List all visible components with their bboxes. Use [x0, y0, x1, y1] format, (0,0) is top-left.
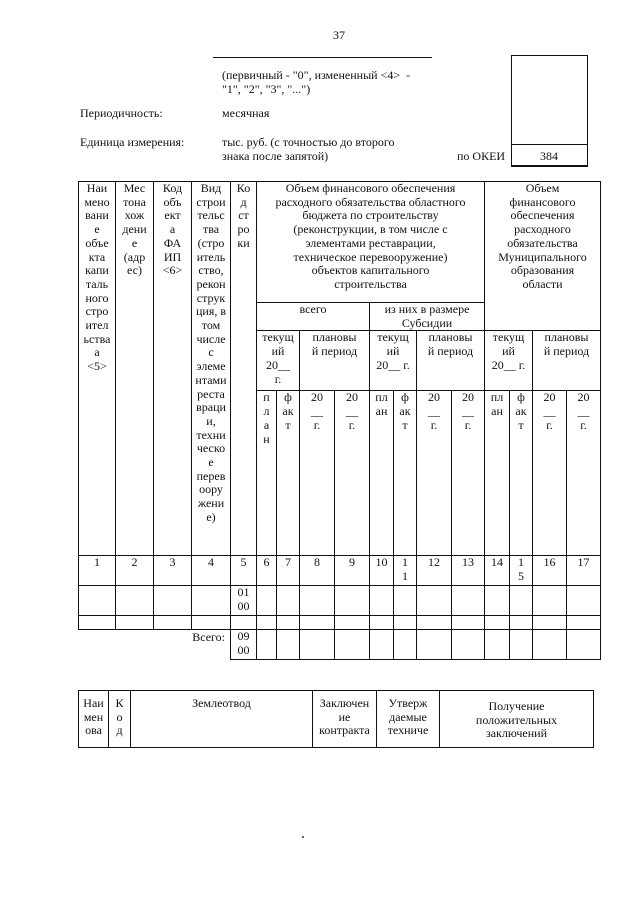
column-number: 1 1 [394, 556, 417, 586]
column-number: 12 [417, 556, 452, 586]
header-construction-type: Вид строи тельс тва (стро итель ство, рекон струк ция, в том числе с элеме нтами реста враци и, техни ческо е перев оору жени е) [192, 182, 231, 556]
header-year: 20 __ г. [417, 391, 452, 556]
periodicity-value: месячная [222, 106, 270, 120]
header-location: Мес тона хож дени е (адр ес) [116, 182, 154, 556]
header-faip-code: Код объ ект а ФА ИП <6> [154, 182, 192, 556]
table-cell [394, 586, 417, 616]
form-type-underline [213, 57, 432, 58]
table-cell [257, 616, 277, 630]
table-cell [567, 630, 601, 660]
table-cell [231, 616, 257, 630]
header-year: 20 __ г. [533, 391, 567, 556]
table-cell [370, 616, 394, 630]
table-cell [116, 616, 154, 630]
header-year: 20 __ г. [335, 391, 370, 556]
header-row-code: Ко д ст ро ки [231, 182, 257, 556]
land-allotment-table [78, 690, 594, 748]
total-row-label: Всего: [79, 630, 231, 660]
table-cell [533, 586, 567, 616]
column-number: 3 [154, 556, 192, 586]
okei-label: по ОКЕИ [457, 149, 506, 163]
sub-header-positive-conclusions: Получение положительных заключений [440, 691, 594, 748]
header-plan: пл ан [370, 391, 394, 556]
header-total: всего [257, 303, 370, 331]
header-current-year-subsidy: текущ ий 20__ г. [370, 331, 417, 391]
table-cell [116, 586, 154, 616]
sub-header-land-allotment: Землеотвод [131, 691, 313, 748]
table-cell [300, 586, 335, 616]
table-cell [485, 616, 510, 630]
table-cell [277, 630, 300, 660]
sub-header-name: Наи мен ова [79, 691, 109, 748]
header-subsidy: из них в размере Субсидии [370, 303, 485, 331]
table-cell [79, 616, 116, 630]
total-row [79, 630, 601, 660]
unit-label: Единица измерения: [80, 135, 185, 149]
table-cell [394, 630, 417, 660]
table-cell [300, 630, 335, 660]
sub-header-code: К о д [109, 691, 131, 748]
table-cell [510, 630, 533, 660]
financing-table [78, 181, 601, 660]
header-current-year-total: текущ ий 20__ г. [257, 331, 300, 391]
column-number-row [79, 556, 601, 586]
table-cell [277, 586, 300, 616]
column-number: 7 [277, 556, 300, 586]
table-cell [335, 586, 370, 616]
column-number: 1 5 [510, 556, 533, 586]
header-plan: п л а н [257, 391, 277, 556]
table-cell [417, 616, 452, 630]
header-fact: ф ак т [510, 391, 533, 556]
table-cell [510, 586, 533, 616]
table-cell [277, 616, 300, 630]
header-regional-budget-group: Объем финансового обеспечения расходного обязательства областного бюджета по строительству (реконструкции, в том числе с элементами реставрации, техническое перевооружение) объектов капитального строительства [257, 182, 485, 303]
table-cell [370, 630, 394, 660]
table-cell [335, 630, 370, 660]
header-current-year-municipal: текущ ий 20__ г. [485, 331, 533, 391]
table-cell [510, 616, 533, 630]
header-fact: ф ак т [277, 391, 300, 556]
unit-value: тыс. руб. (с точностью до второго знака после запятой) [222, 135, 395, 163]
row-code-cell: 01 00 [231, 586, 257, 616]
column-number: 5 [231, 556, 257, 586]
column-number: 16 [533, 556, 567, 586]
table-cell [417, 586, 452, 616]
table-cell [533, 616, 567, 630]
table-cell [79, 586, 116, 616]
column-number: 17 [567, 556, 601, 586]
table-row [79, 616, 601, 630]
table-cell [452, 616, 485, 630]
table-cell [567, 616, 601, 630]
table-cell [452, 630, 485, 660]
header-plan: пл ан [485, 391, 510, 556]
header-object-name: Наи мено вани е объе кта капи таль ного стро ител ьства а <5> [79, 182, 116, 556]
table-cell [485, 586, 510, 616]
table-cell [154, 616, 192, 630]
table-cell [417, 630, 452, 660]
header-planned-period-subsidy: плановы й период [417, 331, 485, 391]
periodicity-label: Периодичность: [80, 106, 163, 120]
form-type-note: (первичный - "0", измененный <4> - "1", "2", "3", "...") [222, 68, 411, 96]
table-cell [485, 630, 510, 660]
table-cell [192, 586, 231, 616]
page-number: 37 [333, 28, 345, 42]
column-number: 2 [116, 556, 154, 586]
column-number: 14 [485, 556, 510, 586]
column-number: 9 [335, 556, 370, 586]
sub-header-contract: Заключен ие контракта [313, 691, 377, 748]
table-cell [533, 630, 567, 660]
table-cell [257, 630, 277, 660]
scan-speck [302, 836, 304, 838]
header-planned-period-municipal: плановы й период [533, 331, 601, 391]
total-row-code: 09 00 [231, 630, 257, 660]
column-number: 4 [192, 556, 231, 586]
header-year: 20 __ г. [452, 391, 485, 556]
table-cell [154, 586, 192, 616]
table-cell [335, 616, 370, 630]
column-number: 6 [257, 556, 277, 586]
table-cell [300, 616, 335, 630]
column-number: 1 [79, 556, 116, 586]
header-year: 20 __ г. [300, 391, 335, 556]
header-fact: ф ак т [394, 391, 417, 556]
table-row [79, 586, 601, 616]
header-planned-period-total: плановы й период [300, 331, 370, 391]
header-year: 20 __ г. [567, 391, 601, 556]
okei-code-value: 384 [540, 149, 558, 163]
sub-header-approved-tech: Утверж даемые техниче [377, 691, 440, 748]
column-number: 8 [300, 556, 335, 586]
table-cell [370, 586, 394, 616]
table-cell [567, 586, 601, 616]
column-number: 13 [452, 556, 485, 586]
table-cell [257, 586, 277, 616]
table-cell [452, 586, 485, 616]
table-cell [394, 616, 417, 630]
table-cell [192, 616, 231, 630]
column-number: 10 [370, 556, 394, 586]
header-municipal-group: Объем финансового обеспечения расходного обязательства Муниципального образования области [485, 182, 601, 331]
